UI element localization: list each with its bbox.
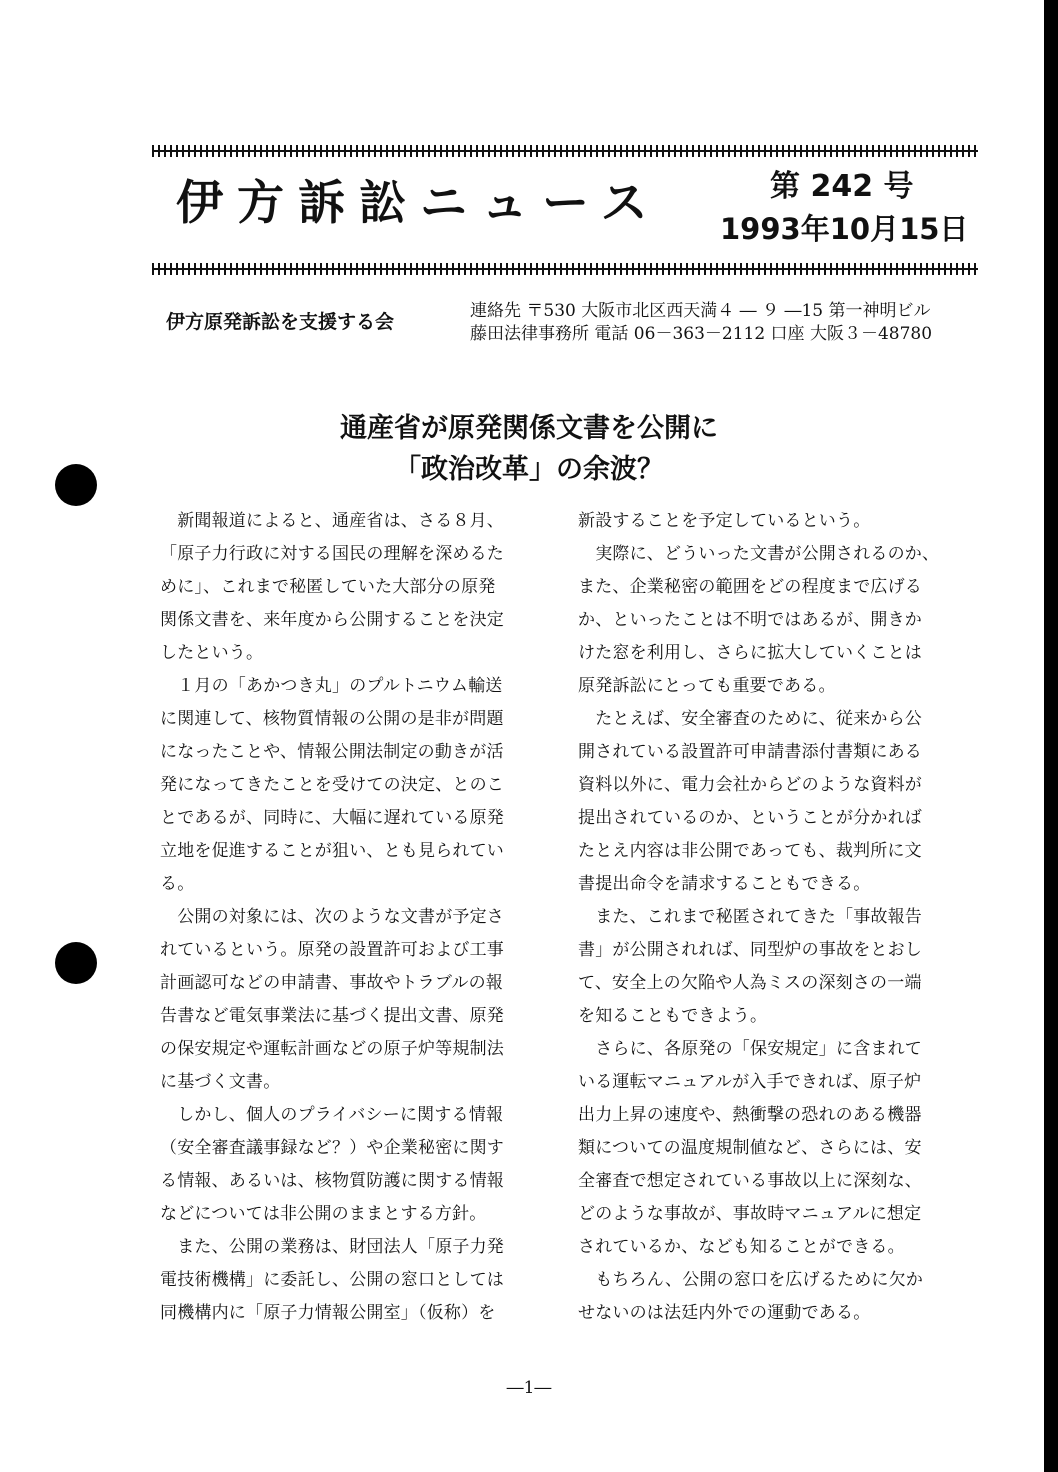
article-line: しかし、個人のプライバシーに関する情報 — [160, 1105, 504, 1125]
article-line: 提出されているのか、ということが分かれば — [578, 808, 922, 828]
article-line: る情報、あるいは、核物質防護に関する情報 — [160, 1171, 504, 1191]
article-line: れているという。原発の設置許可および工事 — [160, 940, 504, 960]
article-line: 出力上昇の速度や、熱衝撃の恐れのある機器 — [578, 1105, 922, 1125]
article-line: けた窓を利用し、さらに拡大していくことは — [578, 643, 922, 663]
article-line: 「原子力行政に対する国民の理解を深めるた — [160, 544, 504, 564]
contact-line-1: 連絡先 〒530 大阪市北区西天満４ ― ９ ―15 第一神明ビル — [470, 301, 931, 321]
article-line: 新設することを予定しているという。 — [578, 511, 871, 531]
organization-name: 伊方原発訴訟を支援する会 — [166, 311, 395, 333]
article-line: また、企業秘密の範囲をどの程度まで広げる — [578, 577, 922, 597]
article-line: されているか、なども知ることができる。 — [578, 1237, 905, 1257]
article-left-column — [160, 505, 536, 1330]
article-line: したという。 — [160, 643, 264, 663]
contact-info — [470, 300, 932, 346]
issue-number: 第 242 号 — [770, 169, 914, 204]
article-line: 実際に、どういった文書が公開されるのか、 — [578, 544, 940, 564]
article-subheadline: 「政治改革」の余波？ — [394, 454, 664, 485]
article-line: に関連して、核物質情報の公開の是非が問題 — [160, 709, 504, 729]
article-line: などについては非公開のままとする方針。 — [160, 1204, 487, 1224]
article-line: を知ることもできよう。 — [578, 1006, 768, 1026]
article-line: 関係文書を、来年度から公開することを決定 — [160, 610, 504, 630]
masthead-top-rule — [152, 145, 978, 157]
article-line: 電技術機構」に委託し、公開の窓口としては — [160, 1270, 504, 1290]
article-line: また、公開の業務は、財団法人「原子力発 — [160, 1237, 504, 1257]
page-number: ―1― — [506, 1378, 552, 1398]
article-line: 類についての温度規制値など、さらには、安 — [578, 1138, 922, 1158]
article-line: 告書など電気事業法に基づく提出文書、原発 — [160, 1006, 504, 1026]
masthead-bottom-rule — [152, 263, 978, 275]
article-line: 原発訴訟にとっても重要である。 — [578, 676, 836, 696]
article-line: 書提出命令を請求することもできる。 — [578, 874, 871, 894]
article-line: どのような事故が、事故時マニュアルに想定 — [578, 1204, 922, 1224]
article-line: せないのは法廷内外での運動である。 — [578, 1303, 871, 1323]
issue-date: 1993年10月15日 — [720, 212, 969, 246]
binder-hole-top — [55, 464, 97, 506]
article-line: 立地を促進することが狙い、とも見られてい — [160, 841, 504, 861]
article-line: もちろん、公開の窓口を広げるために欠か — [578, 1270, 924, 1290]
article-line: 書」が公開されれば、同型炉の事故をとおし — [578, 940, 922, 960]
article-line: （安全審査議事録など？）や企業秘密に関す — [160, 1138, 504, 1158]
article-line: また、これまで秘匿されてきた「事故報告 — [578, 907, 922, 927]
article-line: 新聞報道によると、通産省は、さる８月、 — [160, 511, 504, 531]
article-line: とであるが、同時に、大幅に遅れている原発 — [160, 808, 504, 828]
article-line: いる運転マニュアルが入手できれば、原子炉 — [578, 1072, 922, 1092]
article-line: 公開の対象には、次のような文書が予定さ — [160, 907, 504, 927]
article-line: 全審査で想定されている事故以上に深刻な、 — [578, 1171, 922, 1191]
article-line: て、安全上の欠陥や人為ミスの深刻さの一端 — [578, 973, 922, 993]
article-line: の保安規定や運転計画などの原子炉等規制法 — [160, 1039, 504, 1059]
article-line: 計画認可などの申請書、事故やトラブルの報 — [160, 973, 503, 993]
contact-line-2: 藤田法律事務所 電話 06－363－2112 口座 大阪３－48780 — [470, 324, 933, 344]
scan-edge — [1044, 0, 1058, 1472]
article-headline: 通産省が原発関係文書を公開に — [340, 413, 718, 444]
article-line: たとえば、安全審査のために、従来から公 — [578, 709, 922, 729]
article-line: さらに、各原発の「保安規定」に含まれて — [578, 1039, 922, 1059]
article-line: になったことや、情報公開法制定の動きが活 — [160, 742, 504, 762]
binder-hole-bottom — [55, 942, 97, 984]
article-line: 発になってきたことを受けての決定、とのこ — [160, 775, 504, 795]
article-right-column — [578, 505, 954, 1330]
article-line: に基づく文書。 — [160, 1072, 281, 1092]
article-line: １月の「あかつき丸」のプルトニウム輸送 — [160, 676, 503, 696]
article-line: る。 — [160, 874, 195, 894]
article-line: か、といったことは不明ではあるが、開きか — [578, 610, 922, 630]
article-line: 開されている設置許可申請書添付書類にある — [578, 742, 922, 762]
article-line: たとえ内容は非公開であっても、裁判所に文 — [578, 841, 922, 861]
article-line: 資料以外に、電力会社からどのような資料が — [578, 775, 922, 795]
article-line: めに」、これまで秘匿していた大部分の原発 — [160, 577, 496, 597]
article-line: 同機構内に「原子力情報公開室」（仮称）を — [160, 1303, 496, 1323]
newsletter-title: 伊方訴訟ニュース — [176, 176, 662, 231]
